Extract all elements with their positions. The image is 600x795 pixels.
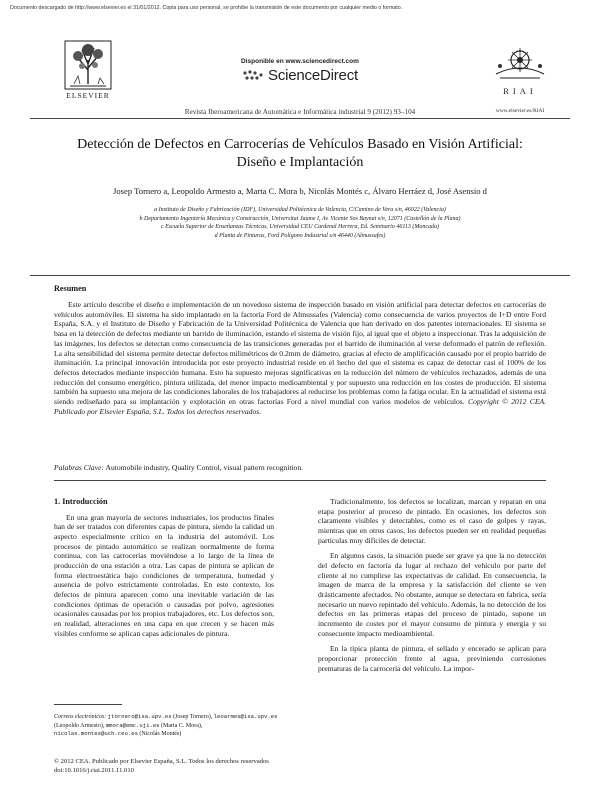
title-line-1: Detección de Defectos en Carrocerías de Vehículos Basado en Visión Artificial: [77, 137, 523, 152]
paper-title [40, 136, 560, 172]
download-notice: Documento descargado de http://www.elsevier.es el 31/01/2012. Copia para uso personal, se prohíbe la transmisión de este documento por cualquier medio o formato. [10, 5, 403, 11]
abstract-text: Este artículo describe el diseño e implementación de un novedoso sistema de inspección basado en visión artificial para detectar defectos en carrocerías de vehículos automóviles. El sistema ha sido implantado en la factoría Ford de Almussafes (Valencia) como consecuencia de varios proyectos de I+D entre Ford España, S.A. y el Instituto de Diseño y Fabricación de la Universidad Politécnica de Valencia que han derivado en dos patentes internacionales. El sistema se basa en la detección de defectos mediante un barrido de iluminación, estando el sistema de visión fijo, al igual que el objeto a inspeccionar. Tras la adquisición de las imágenes, los defectos se detectan como consecuencia de las transiciones generadas por el barrido de iluminación al verse deformado el patrón de reflexión. La alta sensibilidad del sistema permite detectar defectos milimétricos de 0.2mm de diámetro, gracias al efecto de amplificación causado por el propio barrido de iluminación. La principal innovación introducida por este proyecto industrial reside en el hecho del que el sistema es capaz de detectar casi el 100% de los defectos detectados mediante inspección humana. Esto ha supuesto mejoras significativas en la reducción del número de vehículos rechazados, además de una reducción del consumo energético, pintura utilizada, del menor impacto medioambiental y por supuesto una reducción en los costes de producción. El sistema también ha supuesto una mejora de las condiciones laborales de los trabajadores al reducirse los problemas como la fatiga ocular. En la actualidad el sistema está siendo rediseñado para su implantación y explotación en otras factorías Ford a nivel mundial con varios modelos de vehículos. [54, 300, 546, 407]
footer-doi[interactable]: doi:10.1016/j.riai.2011.11.010 [54, 767, 134, 774]
affiliation-c: c Escuela Superior de Enseñanzas Técnicas, Universidad CEU Cardenal Herrera, Ed. Seminario 46113 (Moncada) [160, 224, 440, 231]
email-montes[interactable]: nicolas.montes@uch.ceu.es [54, 730, 138, 738]
email-tornero[interactable]: jtornero@isa.upv.es [107, 713, 172, 720]
email-mora[interactable]: mmora@emc.uji.es [105, 721, 160, 729]
keywords [54, 463, 546, 472]
riai-label: RIAI [503, 86, 537, 96]
title-line-2: Diseño e Implantación [236, 155, 364, 170]
sciencedirect-name: ScienceDirect [268, 67, 358, 84]
footnote-rule [54, 704, 122, 705]
affiliation-a: a Instituto de Diseño y Fabricación (IDF), Universidad Politécnica de Valencia, C/Camino de Vera s/n, 46022 (Valencia) [154, 207, 446, 213]
right-paragraph-1: Tradicionalmente, los defectos se localizan, marcan y reparan en una etapa posterior al proceso de pintado. En ocasiones, los defectos son claramente visibles y detectables, como es el caso de golpes y rayas, mientras que en otros casos, los defectos pueden ser en realidad pequeñas partículas muy difíciles de detectar. [318, 497, 546, 545]
abstract-heading: Resumen [54, 284, 87, 293]
right-column [318, 497, 546, 679]
name-montes: (Nicolás Montés) [139, 731, 182, 738]
sciencedirect-banner [215, 58, 385, 84]
riai-emblem-icon [492, 44, 548, 84]
name-armesto: (Leopoldo Armesto), [54, 722, 105, 729]
keywords-list: Automobile industry, Quality Control, visual pattern recognition. [105, 463, 304, 472]
right-paragraph-3: En la típica planta de pintura, el sellado y encerado se aplican para proporcionar protección frente al agua, previniendo corrosiones prematuras de la carrocería del vehículo. La impor- [318, 644, 546, 673]
elsevier-logo [62, 40, 114, 100]
sciencedirect-available: Disponible en www.sciencedirect.com [241, 58, 359, 65]
journal-citation: Revista Iberoamericana de Automática e Informática industrial 9 (2012) 93–104 [184, 108, 416, 116]
abstract-body [54, 300, 546, 416]
abstract-bottom-rule [54, 480, 546, 481]
header-rule [30, 118, 570, 119]
affiliations [40, 206, 560, 240]
footnote-label: Correos electrónicos: [54, 714, 107, 720]
elsevier-tree-icon [64, 40, 112, 90]
left-column [54, 497, 274, 644]
riai-url: www.elsevier.es/RIAI [495, 108, 545, 114]
footnote-emails [54, 713, 284, 739]
affiliation-b: b Departamento Ingeniería Mecánica y Construcción, Universitat Jaume I, Av. Vicente Sos Baynat s/n, 12071 (Castellón de la Plana) [139, 215, 461, 222]
abstract-copyright: Copyright © 2012 CEA. Publicado por Elsevier España, S.L. Todos los derechos reservados. [54, 397, 546, 416]
elsevier-label: ELSEVIER [66, 91, 110, 100]
email-armesto[interactable]: leoarmes@isa.upv.es [213, 713, 278, 720]
footer-copyright: © 2012 CEA. Publicado por Elsevier España, S.L. Todos los derechos reservados [54, 758, 269, 765]
intro-paragraph-1: En una gran mayoría de sectores industriales, los productos finales han de ser tratados con diferentes capas de pintura, siendo la calidad un aspecto especialmente crítico en la industria del automóvil. Los procesos de pintado automático se realizan normalmente de forma continua, con las carrocerías moviéndose a lo largo de la línea de producción de una estación a otra. Las capas de pintura se aplican de forma electroestática bajo condiciones de temperatura, humedad y ausencia de polvo estrictamente controladas. En este contexto, los defectos de pintura aparecen como una inevitable variación de las condiciones óptimas de operación o causadas por polvo, agresiones ocasionales causadas por los propios trabajadores, etc. Los defectos son, en realidad, alteraciones en una capa en que crecen y se hacen más visibles conforme se aplican capas adicionales de pintura. [54, 512, 274, 638]
page-footer [54, 757, 269, 775]
section-heading-intro: 1. Introducción [54, 497, 108, 506]
name-tornero: (Josep Tornero), [173, 714, 213, 720]
affiliation-d: d Planta de Pinturas, Ford Polígono Industrial s/n 46440 (Almussafes) [214, 232, 386, 239]
name-mora: (Marta C. Mora), [161, 722, 203, 729]
keywords-label: Palabras Clave: [54, 463, 104, 472]
abstract-top-rule [30, 275, 570, 276]
author-list: Josep Tornero a, Leopoldo Armesto a, Marta C. Mora b, Nicolás Montés c, Álvaro Herráez d, José Asensio d [113, 186, 487, 196]
riai-logo [488, 44, 552, 114]
right-paragraph-2: En algunos casos, la situación puede ser grave ya que la no detección del defecto en factoría da lugar al rechazo del vehículo por parte del cliente al no cumplirse las expectativas de calidad. En consecuencia, la imagen de marca de la empresa y la satisfacción del cliente se ven drásticamente afectados. No obstante, aunque se detectara en fabrica, sería necesario un nuevo repintado del vehículo. Además, la no detección de los defectos en las primeras etapas del proceso de pintado, supone un incremento de costes por el mayor consumo de pintura y energía y su consecuente impacto medioambiental. [318, 551, 546, 638]
sciencedirect-dots-icon [242, 69, 264, 83]
